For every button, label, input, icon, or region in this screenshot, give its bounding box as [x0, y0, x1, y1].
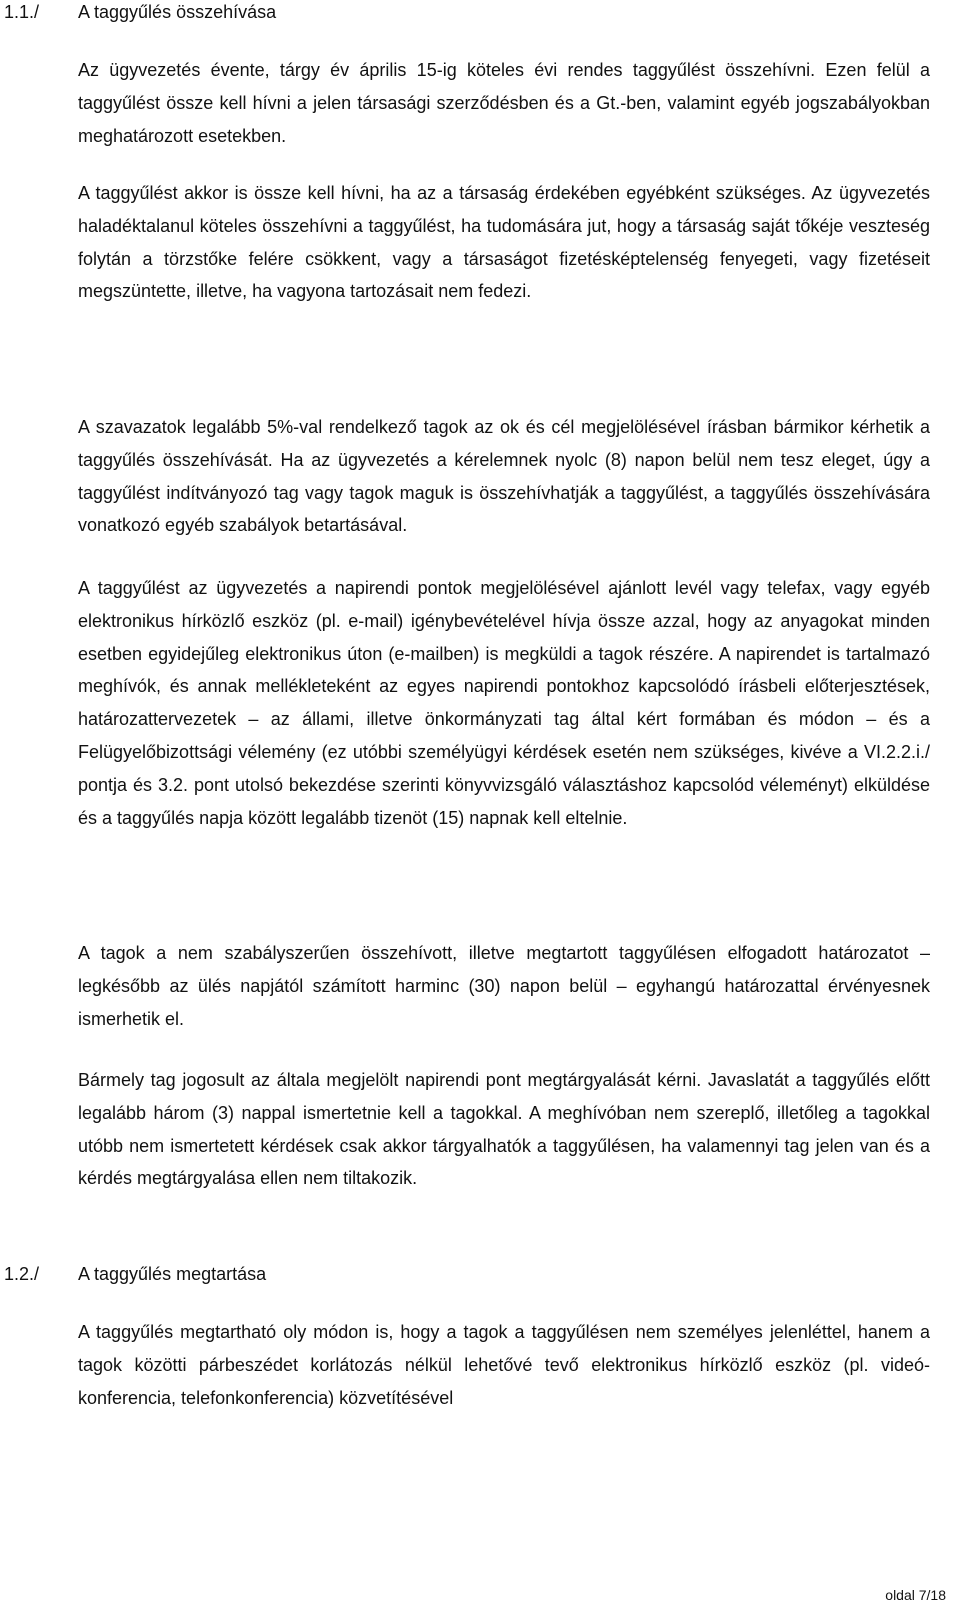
section-number: 1.1./: [4, 2, 40, 22]
paragraph: Bármely tag jogosult az általa megjelölt napirendi pont megtárgyalását kérni. Javaslatát a taggyűlés előtt legalább három (3) nappal ismertetnie kell a tagokkal. A meghívóban nem szereplő, illetőleg a tagokkal utóbb nem ismertetett kérdések csak akkor tárgyalhatók a taggyűlésen, ha valamennyi tag jelen van és a kérdés megtárgyalása ellen nem tiltakozik.: [78, 1070, 930, 1189]
section-title: A taggyűlés megtartása: [78, 1264, 267, 1284]
paragraph: A taggyűlés megtartható oly módon is, hogy a tagok a taggyűlésen nem személyes jelenléttel, hanem a tagok közötti párbeszédet korlátozás nélkül lehetővé tevő elektronikus hírközlő eszköz (pl. videó-konferencia, telefonkonferencia) közvetítésével: [78, 1322, 930, 1408]
section-number: 1.2./: [4, 1264, 40, 1284]
page-number: oldal 7/18: [885, 1587, 946, 1603]
section-title: A taggyűlés összehívása: [78, 2, 277, 22]
paragraph: A tagok a nem szabályszerűen összehívott, illetve megtartott taggyűlésen elfogadott határozatot – legkésőbb az ülés napjától számított harminc (30) napon belül – egyhangú határozattal érvényesnek ismerhetik el.: [78, 943, 930, 1029]
paragraph: A taggyűlést akkor is össze kell hívni, ha az a társaság érdekében egyébként szükséges. Az ügyvezetés haladéktalanul köteles összehívni a taggyűlést, ha tudomására jut, hogy a társaság saját tőkéje veszteség folytán a törzstőke felére csökkent, vagy a társaságot fizetésképtelenség fenyegeti, vagy fizetéseit megszüntette, illetve, ha vagyona tartozásait nem fedezi.: [78, 183, 930, 302]
paragraph: A taggyűlést az ügyvezetés a napirendi pontok megjelölésével ajánlott levél vagy telefax, vagy egyéb elektronikus hírközlő eszköz (pl. e-mail) igénybevételével hívja össze azzal, hogy az anyagokat minden esetben egyidejűleg elektronikus úton (e-mailben) is megküldi a tagok részére. A napirendet is tartalmazó meghívók, és annak mellékleteként az egyes napirendi pontokhoz kapcsolódó írásbeli előterjesztések, határozattervezetek – az állami, illetve önkormányzati tag által kért formában és módon – és a Felügyelőbizottsági vélemény (ez utóbbi személyügyi kérdések esetén nem szükséges, kivéve a VI.2.2.i./ pontja és 3.2. pont utolsó bekezdése szerinti könyvvizsgáló választáshoz kapcsolód véleményt) elküldése és a taggyűlés napja között legalább tizenöt (15) napnak kell eltelnie.: [78, 578, 930, 828]
paragraph: A szavazatok legalább 5%-val rendelkező tagok az ok és cél megjelölésével írásban bármikor kérhetik a taggyűlés összehívását. Ha az ügyvezetés a kérelemnek nyolc (8) napon belül nem tesz eleget, úgy a taggyűlést indítványozó tag vagy tagok maguk is összehívhatják a taggyűlést, a taggyűlés összehívására vonatkozó egyéb szabályok betartásával.: [78, 417, 930, 536]
paragraph: Az ügyvezetés évente, tárgy év április 15-ig köteles évi rendes taggyűlést összehívni. Ezen felül a taggyűlést össze kell hívni a jelen társasági szerződésben és a Gt.-ben, valamint egyéb jogszabályokban meghatározott esetekben.: [78, 60, 930, 146]
